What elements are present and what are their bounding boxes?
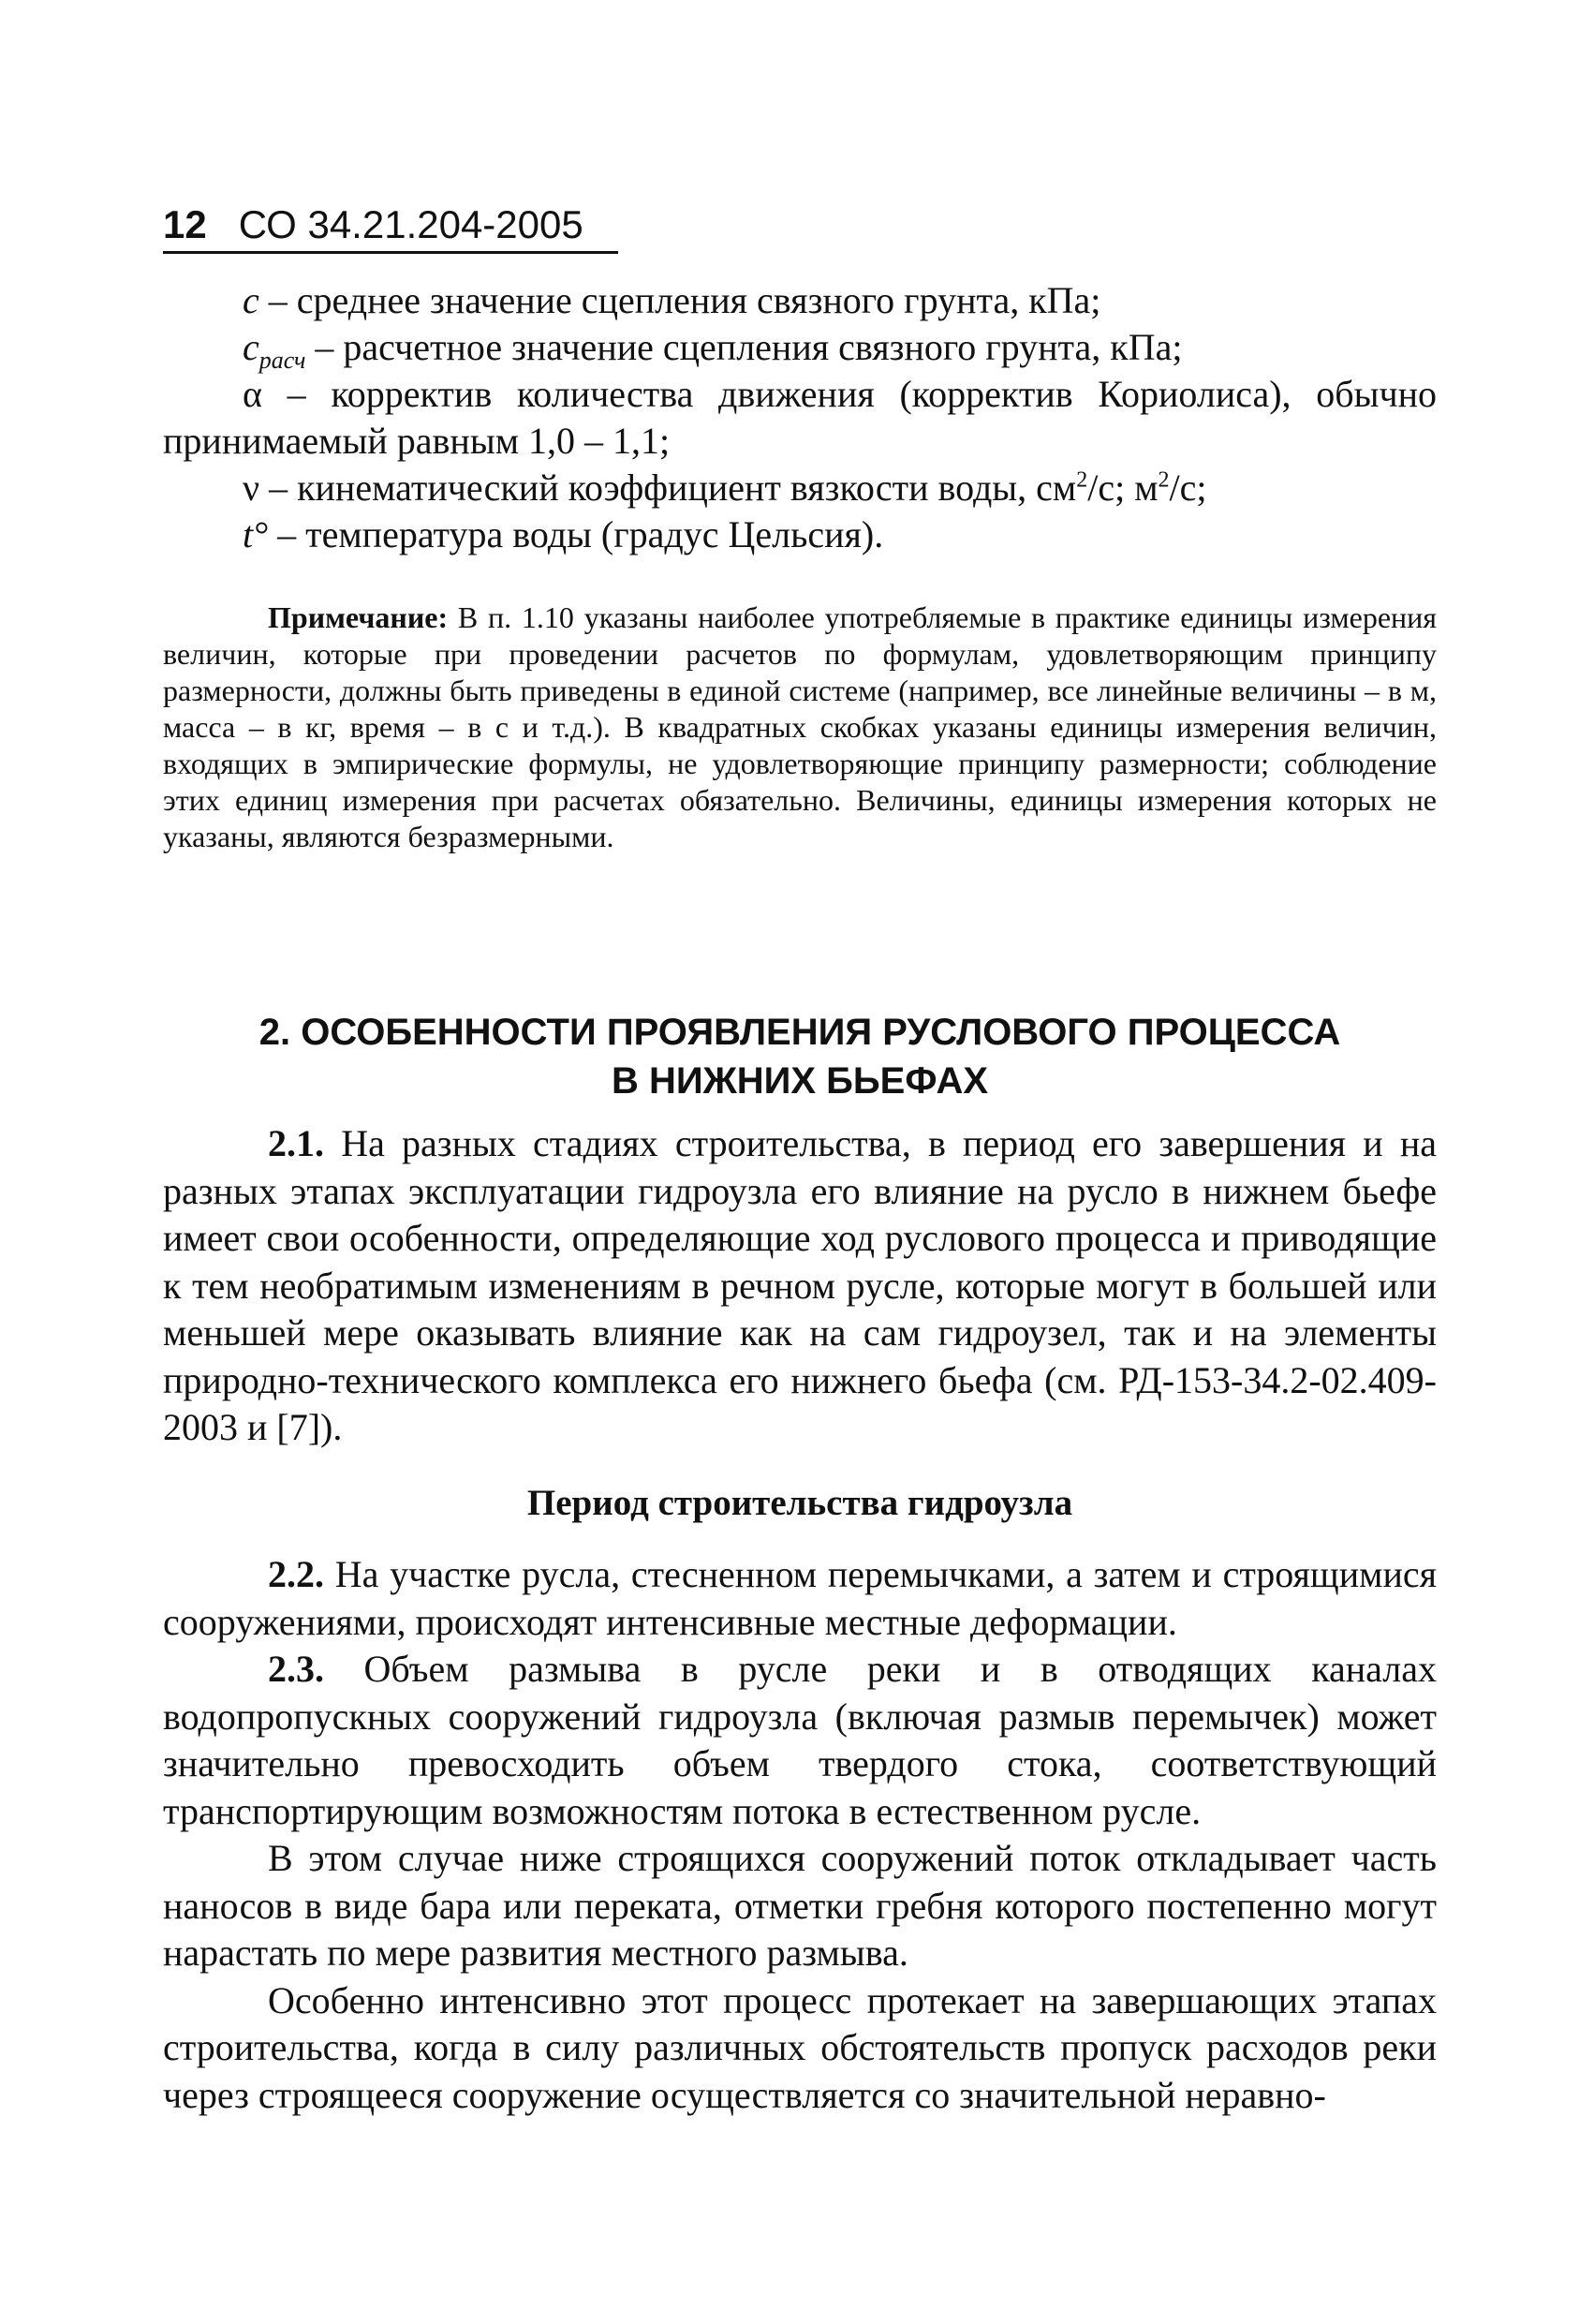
paragraph-number: 2.1.: [268, 1122, 324, 1164]
paragraph-2-3: [163, 1646, 1437, 1835]
definition-text: – корректив количества движения (корректив Кориолиса), обычно принимаемый равным 1,0 – 1,1;: [163, 373, 1438, 462]
paragraph-2-2: [163, 1551, 1437, 1646]
paragraph-number: 2.3.: [268, 1648, 324, 1690]
definition-text: – среднее значение сцепления связного грунта, кПа;: [268, 279, 1101, 321]
note-label: Примечание:: [268, 600, 449, 634]
section-title-line-1: 2. ОСОБЕННОСТИ ПРОЯВЛЕНИЯ РУСЛОВОГО ПРОЦЕССА: [258, 1012, 1341, 1053]
document-code: СО 34.21.204-2005: [238, 202, 583, 246]
symbol-c: c: [243, 279, 259, 321]
symbol-t: t°: [243, 513, 269, 555]
definition-alpha: [163, 371, 1437, 465]
definition-text: – расчетное значение сцепления связного грунта, кПа;: [315, 326, 1183, 368]
definition-c: [163, 277, 1437, 324]
paragraph-2-1: [163, 1120, 1437, 1452]
note-block: [163, 600, 1437, 855]
paragraph-text: На разных стадиях строительства, в период его завершения и на разных этапах эксплуатации гидроузла его влияние на русло в нижнем бьефе имеет свои особенности, определяющие ход руслового процесса и приводящие к тем необратимым изменениям в речном русле, которые могут в большей или меньшей мере оказывать влияние как на сам гидроузел, так и на элементы природно-технического комплекса его нижнего бьефа (см. РД-153-34.2-02.409-2003 и [7]).: [163, 1122, 1437, 1448]
symbol-nu: ν: [243, 466, 260, 509]
section-title: [163, 1008, 1437, 1105]
running-header: [163, 202, 618, 254]
definition-nu: [163, 465, 1437, 511]
subsection-heading: Период строительства гидроузла: [526, 1483, 1073, 1523]
paragraph-final-stages: Особенно интенсивно этот процесс протекает на завершающих этапах строительства, когда в силу различных обстоятельств пропуск расходов реки через строящееся сооружение осуществляется со значительной неравно-: [163, 1978, 1437, 2116]
paragraph-text: Объем размыва в русле реки и в отводящих каналах водопропускных сооружений гидроузла (включая размыв перемычек) может значительно превосходить объем твердого стока, соответствующий транспортирующим возможностям потока в естественном русле.: [163, 1648, 1438, 1832]
note-text: В п. 1.10 указаны наиболее употребляемые в практике единицы измерения величин, которые при проведении расчетов по формулам, удовлетворяющим принципу размерности, должны быть приведены в единой системе (например, все линейные величины – в м, масса – в кг, время – в с и т.д.). В квадратных скобках указаны единицы измерения величин, входящих в эмпирические формулы, не удовлетворяющие принципу размерности; соблюдение этих единиц измерения при расчетах обязательно. Величины, единицы измерения которых не указаны, являются безразмерными.: [163, 600, 1438, 853]
symbol-alpha: α: [243, 373, 262, 415]
paragraph-bar-deposition: В этом случае ниже строящихся сооружений поток откладывает часть наносов в виде бара или переката, отметки гребня которого постепенно могут нарастать по мере развития местного размыва.: [163, 1837, 1437, 1974]
page-number: 12: [163, 202, 207, 246]
definition-text: – кинематический коэффициент вязкости воды, $см^2/с$; $м^2/с$;: [269, 466, 1207, 509]
symbol-c-calc: $c_{расч}$: [243, 326, 306, 374]
definition-text: – температура воды (градус Цельсия).: [277, 513, 884, 555]
paragraphs-construction: [163, 1551, 1437, 2119]
paragraph-number: 2.2.: [268, 1553, 324, 1595]
section-title-line-2: В НИЖНИХ БЬЕФАХ: [611, 1060, 989, 1102]
definition-c-calc: [163, 324, 1437, 374]
definition-t: [163, 511, 1437, 558]
paragraph-text: На участке русла, стесненном перемычками, а затем и строящимися сооружениями, происходят интенсивные местные деформации.: [163, 1553, 1438, 1643]
